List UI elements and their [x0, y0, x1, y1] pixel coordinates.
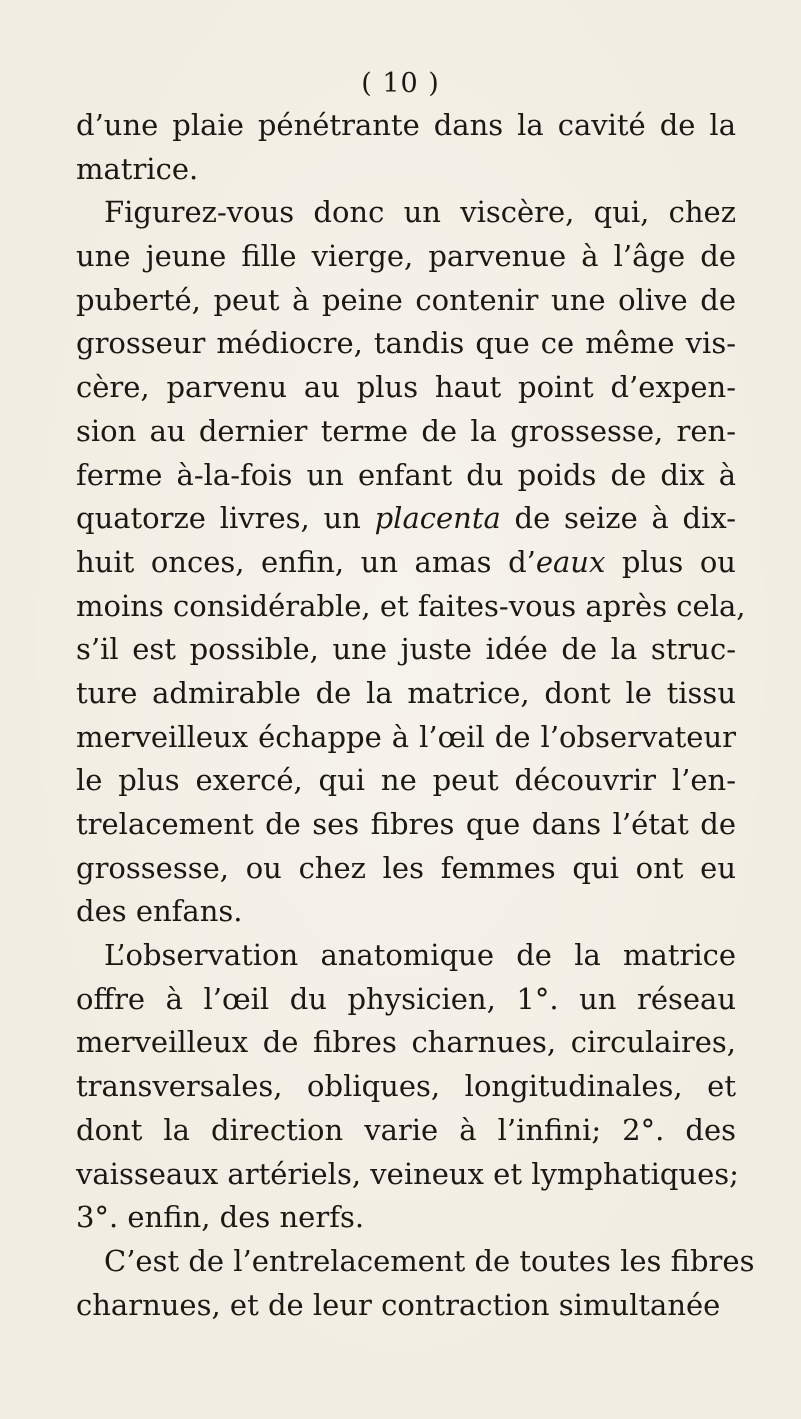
text-line: C’est de l’entrelacement de toutes les fibres: [104, 1243, 755, 1278]
text-line: grossesse, ou chez les femmes qui ont eu: [76, 850, 736, 885]
italic-term: eaux: [535, 544, 606, 579]
text-line: offre à l’œil du physicien, 1°. un réseau: [76, 981, 736, 1016]
text-line: des enfans.: [76, 894, 243, 929]
text-line: trelacement de ses fibres que dans l’état de: [76, 807, 736, 841]
text-line: L’observation anatomique de la matrice: [104, 938, 736, 973]
text-line: Figurez-vous donc un viscère, qui, chez: [104, 195, 736, 230]
text-line: merveilleux échappe à l’œil de l’observateur: [76, 719, 736, 754]
text-line: cère, parvenu au plus haut point d’expen-: [76, 370, 736, 405]
text-line: le plus exercé, qui ne peut découvrir l’en-: [76, 763, 736, 798]
text-line: grosseur médiocre, tandis que ce même vis-: [76, 326, 736, 361]
text-line: une jeune fille vierge, parvenue à l’âge de: [76, 239, 736, 274]
text-line: ferme à-la-fois un enfant du poids de dix à: [76, 457, 736, 492]
text-line: transversales, obliques, longitudinales, et: [76, 1069, 736, 1104]
text-line: puberté, peut à peine contenir une olive de: [76, 282, 736, 317]
text-line: dont la direction varie à l’infini; 2°. des: [76, 1112, 736, 1147]
text-line: [76, 497, 736, 541]
text-line: merveilleux de fibres charnues, circulaires,: [76, 1025, 736, 1060]
text-line: vaisseaux artériels, veineux et lymphatiques;: [76, 1156, 739, 1191]
text-line: d’une plaie pénétrante dans la cavité de la: [76, 108, 736, 142]
page-body-text: [76, 104, 755, 1327]
text-line: moins considérable, et faites-vous après cela,: [76, 588, 746, 623]
text-segment: quatorze livres, un: [76, 501, 375, 536]
text-line: 3°. enfin, des nerfs.: [76, 1200, 365, 1235]
text-segment: plus ou: [605, 544, 736, 579]
text-line: matrice.: [76, 151, 199, 186]
text-line: s’il est possible, une juste idée de la struc-: [76, 632, 736, 667]
page-number: ( 10 ): [361, 68, 440, 99]
text-line: [76, 541, 736, 585]
text-line: charnues, et de leur contraction simultanée: [76, 1287, 721, 1322]
italic-term: placenta: [374, 501, 501, 536]
text-line: sion au dernier terme de la grossesse, ren-: [76, 413, 736, 448]
text-segment: de seize à dix-: [500, 501, 737, 536]
text-line: ture admirable de la matrice, dont le tissu: [76, 675, 736, 710]
text-segment: huit onces, enfin, un amas d’: [76, 544, 536, 579]
